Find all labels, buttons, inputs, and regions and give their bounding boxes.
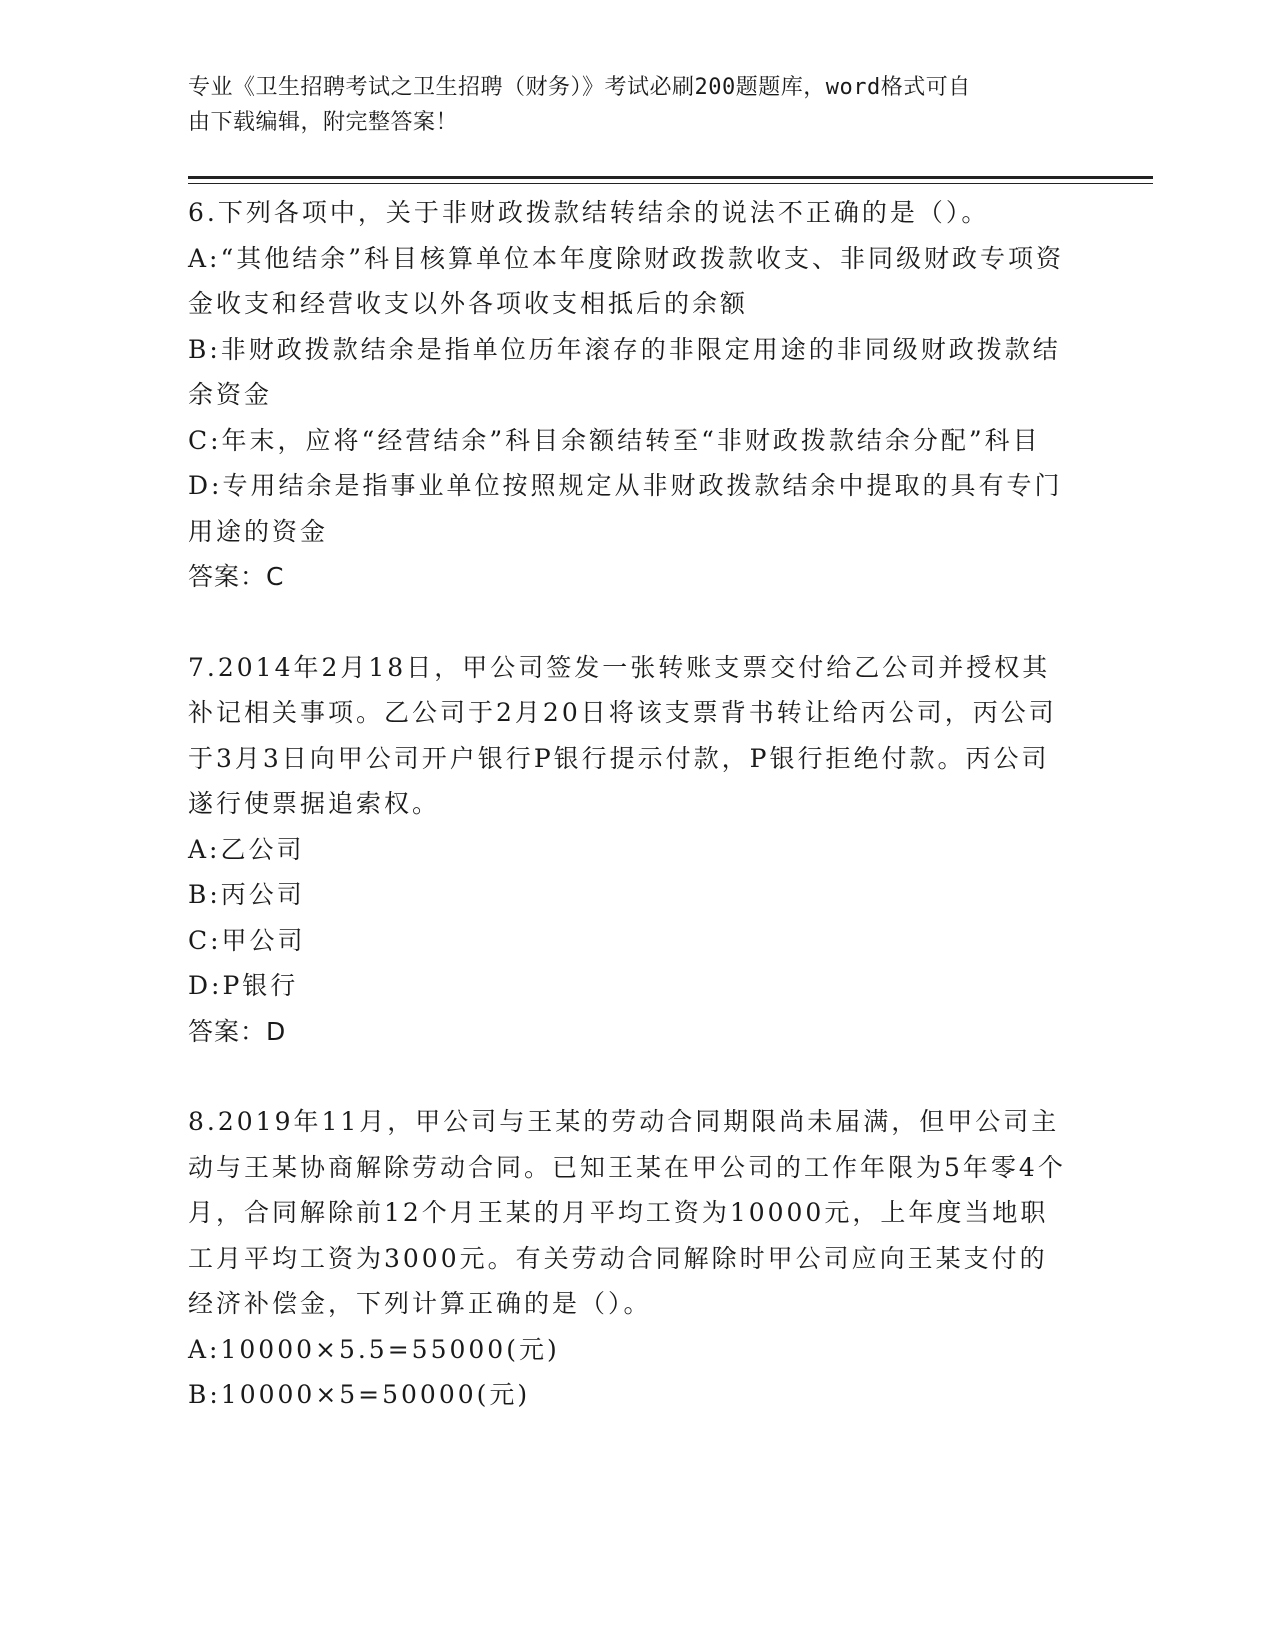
option-a: A:10000×5.5=55000(元) — [188, 1334, 560, 1364]
question-list — [188, 190, 1068, 1418]
option-a: A:“其他结余”科目核算单位本年度除财政拨款收支、非同级财政专项资金收支和经营收支以外各项收支相抵后的余额 — [188, 243, 1065, 318]
answer: 答案：C — [188, 562, 285, 591]
document-header — [188, 70, 1068, 140]
option-a: A:乙公司 — [188, 834, 305, 864]
spacer — [188, 600, 1068, 645]
question-8 — [188, 1099, 1068, 1418]
option-b: B:10000×5=50000(元) — [188, 1380, 531, 1409]
question-stem: 6.下列各项中，关于非财政拨款结转结余的说法不正确的是（）。 — [188, 198, 990, 227]
answer: 答案：D — [188, 1016, 287, 1046]
option-d: D:专用结余是指事业单位按照规定从非财政拨款结余中提取的具有专门用途的资金 — [188, 471, 1063, 546]
spacer — [188, 1054, 1068, 1099]
question-7 — [188, 645, 1068, 1055]
header-line-1: 专业《卫生招聘考试之卫生招聘（财务）》考试必刷200题题库，word格式可自 — [188, 75, 971, 100]
question-stem: 7.2014年2月18日，甲公司签发一张转账支票交付给乙公司并授权其补记相关事项。乙公司于2月20日将该支票背书转让给丙公司，丙公司于3月3日向甲公司开户银行P银行提示付款，P银行拒绝付款。丙公司遂行使票据追索权。 — [188, 652, 1057, 818]
option-c: C:年末，应将“经营结余”科目余额结转至“非财政拨款结余分配”科目 — [188, 425, 1041, 455]
header-line-2: 由下载编辑，附完整答案！ — [188, 110, 459, 135]
option-c: C:甲公司 — [188, 925, 306, 955]
option-b: B:非财政拨款结余是指单位历年滚存的非限定用途的非同级财政拨款结余资金 — [188, 334, 1061, 409]
option-d: D:P银行 — [188, 971, 299, 1000]
question-6 — [188, 190, 1068, 600]
question-stem: 8.2019年11月，甲公司与王某的劳动合同期限尚未届满，但甲公司主动与王某协商解除劳动合同。已知王某在甲公司的工作年限为5年零4个月，合同解除前12个月王某的月平均工资为10000元，上年度当地职工月平均工资为3000元。有关劳动合同解除时甲公司应向王某支付的经济补偿金，下列计算正确的是（）。 — [188, 1107, 1066, 1318]
header-divider-thick — [188, 176, 1153, 179]
header-divider-thin — [188, 183, 1153, 184]
option-b: B:丙公司 — [188, 880, 305, 909]
